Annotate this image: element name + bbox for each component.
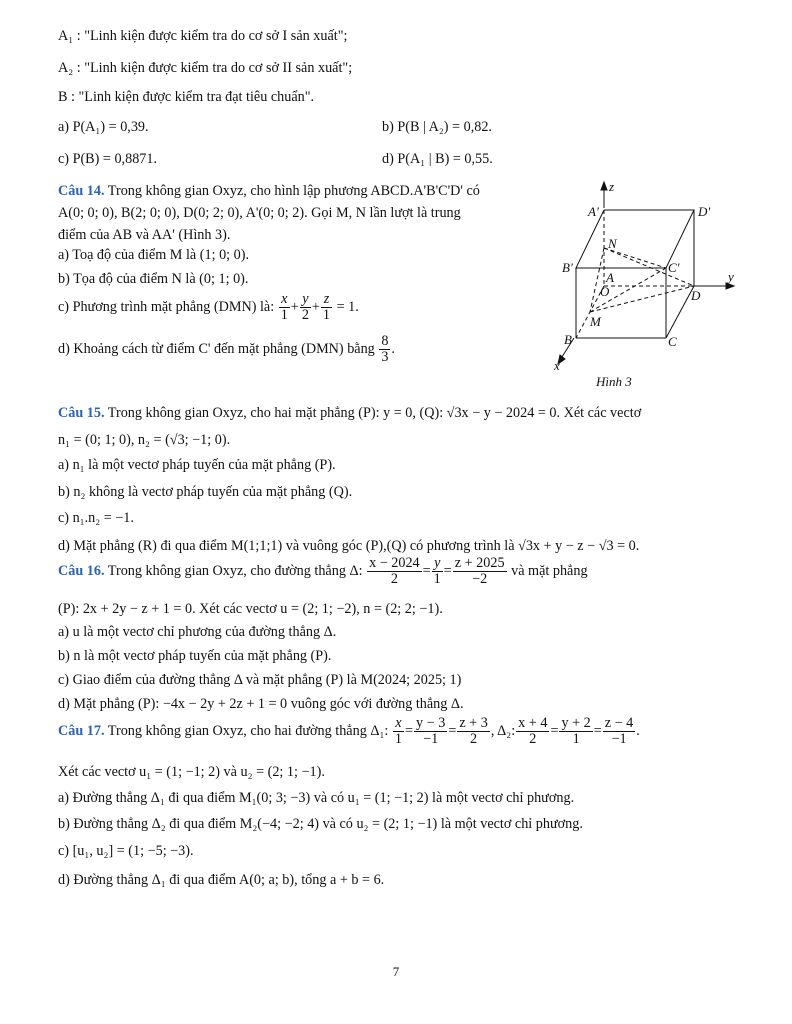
q15-option-c: c) n₁.n₂ = −1. xyxy=(58,510,134,526)
cube-figure xyxy=(552,178,742,390)
q17-option-a: a) Đường thẳng Δ₁ đi qua điểm M₁(0; 3; −3) và có u₁ = (1; −1; 2) là một vectơ chỉ phương. xyxy=(58,790,575,806)
fraction-den: −2 xyxy=(472,571,488,587)
q14-label: Câu 14. xyxy=(58,183,105,199)
q14-text-l1: Trong không gian Oxyz, cho hình lập phương ABCD.A'B'C'D' có xyxy=(104,183,480,199)
fraction-num: x xyxy=(393,716,404,732)
q14-option-c-suffix: = 1. xyxy=(336,299,359,315)
segment-nm xyxy=(590,248,604,312)
q16-text-pre: Trong không gian Oxyz, cho đường thẳng Δ: xyxy=(104,563,363,579)
fraction-num: z + 3 xyxy=(459,715,488,731)
fraction-den: 1 xyxy=(322,307,331,323)
fraction-den: 1 xyxy=(280,307,288,323)
q17-text-pre: Trong không gian Oxyz, cho hai đường thẳng Δ₁: xyxy=(104,723,389,739)
fraction-num: x − 2024 xyxy=(369,555,420,571)
q13-option-b: b) P(B | A₂) = 0,82. xyxy=(382,119,492,135)
q16-option-a: a) u là một vectơ chỉ phương của đường thẳng Δ. xyxy=(58,624,337,640)
fraction xyxy=(432,556,443,587)
fraction-den: 1 xyxy=(572,731,580,747)
fraction xyxy=(393,716,404,747)
q16-stem-line2: (P): 2x + 2y − z + 1 = 0. Xét các vectơ u = (2; 1; −2), n = (2; 2; −1). xyxy=(58,601,443,617)
fraction-num: x + 4 xyxy=(518,715,548,731)
fraction xyxy=(279,292,290,323)
fraction-num: y + 2 xyxy=(561,715,591,731)
fraction-num: y xyxy=(300,292,311,308)
fraction xyxy=(414,716,447,747)
q14-option-d: d) Khoảng cách từ điểm C' đến mặt phẳng (DMN) bằng $\frac{8}{3}$ . xyxy=(58,333,395,365)
label-c: C xyxy=(668,334,677,349)
label-x: x xyxy=(554,358,560,373)
fraction xyxy=(379,334,390,365)
q16-option-b: b) n là một vectơ pháp tuyến của mặt phẳng (P). xyxy=(58,648,332,664)
fraction-den: 2 xyxy=(470,731,478,747)
fraction-den: 2 xyxy=(390,571,398,587)
fraction-den: −1 xyxy=(423,731,439,747)
q15-option-d: d) Mặt phẳng (R) đi qua điểm M(1;1;1) và vuông góc (P),(Q) có phương trình là √3x + y − z − √3 = 0. xyxy=(58,538,640,554)
q16-option-c: c) Giao điểm của đường thẳng Δ và mặt phẳng (P) là M(2024; 2025; 1) xyxy=(58,672,462,688)
q17-option-d: d) Đường thẳng Δ₁ đi qua điểm A(0; a; b), tổng a + b = 6. xyxy=(58,872,385,888)
edge-dc xyxy=(666,286,694,338)
fraction xyxy=(559,716,592,747)
label-y: y xyxy=(728,269,734,284)
q16-text-post: và mặt phẳng xyxy=(511,563,588,579)
fraction-num: z xyxy=(321,292,332,308)
fraction-num: y − 3 xyxy=(416,715,446,731)
q15-stem-line2: n₁ = (0; 1; 0), n₂ = (√3; −1; 0). xyxy=(58,432,231,448)
q16-option-d: d) Mặt phẳng (P): −4x − 2y + 2z + 1 = 0 vuông góc với đường thẳng Δ. xyxy=(58,696,464,712)
fraction-den: 2 xyxy=(301,307,309,323)
fraction-den: −1 xyxy=(611,731,627,747)
figure-caption: Hình 3 xyxy=(596,374,632,389)
q15-text-l1: Trong không gian Oxyz, cho hai mặt phẳng (P): y = 0, (Q): √3x − y − 2024 = 0. Xét các vectơ xyxy=(104,405,642,421)
q17-stem-line2: Xét các vectơ u₁ = (1; −1; 2) và u₂ = (2; 1; −1). xyxy=(58,764,325,780)
q17-option-b: b) Đường thẳng Δ₂ đi qua điểm M₂(−4; −2; 4) và có u₂ = (2; 1; −1) là một vectơ chỉ phương. xyxy=(58,816,583,832)
label-n: N xyxy=(608,236,617,251)
fraction-den: 1 xyxy=(394,731,402,747)
fraction xyxy=(300,292,311,323)
fraction-num: z + 2025 xyxy=(454,555,505,571)
label-b1: B' xyxy=(562,260,573,275)
page-number: 7 xyxy=(392,964,400,979)
q17-label: Câu 17. xyxy=(58,723,105,739)
q14-stem-line1 xyxy=(58,182,480,200)
q14-stem-line3: điểm của AB và AA' (Hình 3). xyxy=(58,227,231,243)
q16-label: Câu 16. xyxy=(58,563,105,579)
q14-option-d-text: d) Khoảng cách từ điểm C' đến mặt phẳng (DMN) bằng xyxy=(58,341,375,357)
event-a1: A₁ : "Linh kiện được kiểm tra do cơ sở I sản xuất"; xyxy=(58,28,348,44)
fraction xyxy=(457,716,490,747)
q17-option-c: c) [u₁, u₂] = (1; −5; −3). xyxy=(58,843,194,859)
q13-option-a: a) P(A₁) = 0,39. xyxy=(58,119,149,135)
fraction xyxy=(321,292,332,323)
fraction xyxy=(453,556,507,587)
q14-stem-line2: A(0; 0; 0), B(2; 0; 0), D(0; 2; 0), A'(0; 0; 2). Gọi M, N lần lượt là trung xyxy=(58,205,461,221)
fraction-den: 1 xyxy=(433,571,441,587)
label-a: A xyxy=(606,270,614,285)
label-z: z xyxy=(609,179,615,194)
segment-nd xyxy=(604,248,694,286)
q15-stem-line1 xyxy=(58,404,641,422)
event-a2: A₂ : "Linh kiện được kiểm tra do cơ sở II sản xuất"; xyxy=(58,60,353,76)
fraction xyxy=(367,556,422,587)
q17-stem-line1: Câu 17. Trong không gian Oxyz, cho hai đường thẳng Δ₁: $\frac{x}{1}$ = $\frac{y - 3}{-1}$ = $\frac{z + 3}{2}$ , Δ₂: $\frac{x + 4}{2}$ = $\frac{y + 2}{1}$ = $\frac{z - 4}{-1}$ . xyxy=(58,715,640,747)
fraction xyxy=(603,716,636,747)
q13-option-d: d) P(A₁ | B) = 0,55. xyxy=(382,151,493,167)
q13-option-c: c) P(B) = 0,8871. xyxy=(58,151,158,167)
z-axis-arrow xyxy=(601,182,607,190)
label-d: D xyxy=(691,288,701,303)
fraction xyxy=(516,716,549,747)
label-o: O xyxy=(600,284,610,299)
q14-option-c: c) Phương trình mặt phẳng (DMN) là: $\frac{x}{1}$ + $\frac{y}{2}$ + $\frac{z}{1}$ = 1. xyxy=(58,291,359,323)
fraction-den: 2 xyxy=(529,731,537,747)
fraction-num: z − 4 xyxy=(604,715,634,731)
label-m: M xyxy=(590,314,601,329)
label-d1: D' xyxy=(698,204,711,219)
q15-label: Câu 15. xyxy=(58,405,105,421)
q15-option-b: b) n₂ không là vectơ pháp tuyến của mặt phẳng (Q). xyxy=(58,484,353,500)
q16-stem-line1: Câu 16. Trong không gian Oxyz, cho đường thẳng Δ: $\frac{x - 2024}{2}$ = $\frac{y}{1}$ = $\frac{z + 2025}{-2}$ và mặt phẳng xyxy=(58,555,588,587)
fraction-den: 3 xyxy=(381,349,389,365)
event-b: B : "Linh kiện được kiểm tra đạt tiêu chuẩn". xyxy=(58,89,315,105)
q15-option-a: a) n₁ là một vectơ pháp tuyến của mặt phẳng (P). xyxy=(58,457,336,473)
q17-mid: , Δ₂: xyxy=(490,723,516,739)
q14-option-c-prefix: c) Phương trình mặt phẳng (DMN) là: xyxy=(58,299,275,315)
q14-option-b: b) Tọa độ của điểm N là (0; 1; 0). xyxy=(58,271,249,287)
fraction-num: x xyxy=(279,292,290,308)
label-b: B xyxy=(564,332,572,347)
fraction-num: 8 xyxy=(381,333,389,349)
fraction-num: y xyxy=(432,556,443,572)
label-c1: C' xyxy=(668,260,680,275)
label-a1: A' xyxy=(588,204,599,219)
segment-nc1 xyxy=(604,248,666,268)
q14-option-a: a) Toạ độ của điểm M là (1; 0; 0). xyxy=(58,247,250,263)
